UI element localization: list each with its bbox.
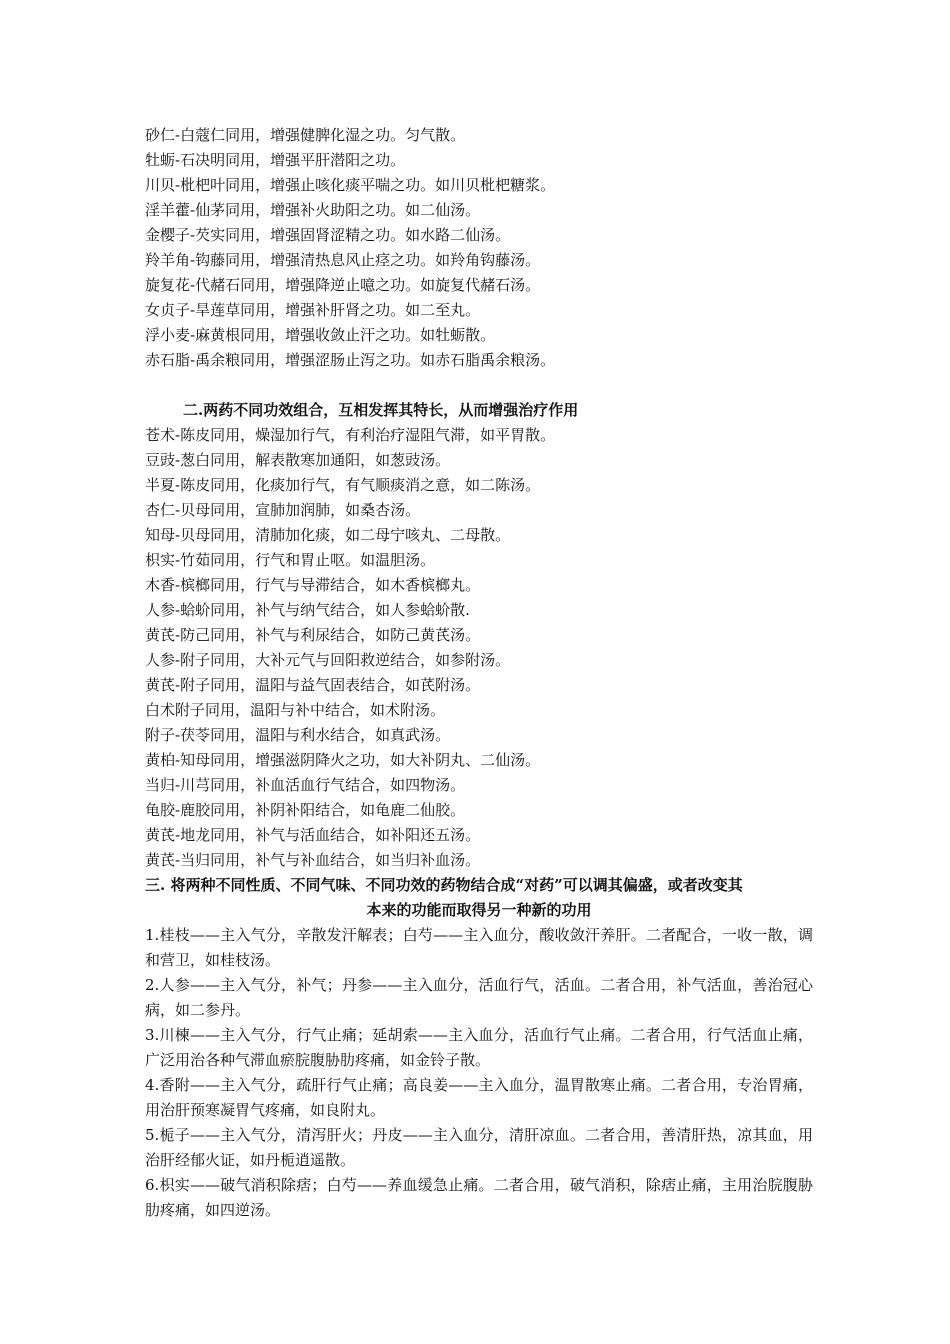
list-item: 附子-茯苓同用，温阳与利水结合，如真武汤。: [145, 726, 451, 744]
spacer: [145, 373, 813, 398]
list-item: 女贞子-旱莲草同用，增强补肝肾之功。如二至丸。: [145, 301, 481, 319]
list-item: 砂仁-白蔻仁同用，增强健脾化湿之功。匀气散。: [145, 126, 466, 144]
section3-heading-line2: 本来的功能而取得另一种新的功用: [366, 901, 592, 919]
list-item: 3.川楝——主入气分，行气止痛；延胡索——主入血分，活血行气止痛。二者合用，行气活血止痛，广泛用治各种气滞血瘀脘腹胁肋疼痛，如金铃子散。: [145, 1026, 813, 1069]
list-item: 6.枳实——破气消积除痞；白芍——养血缓急止痛。二者合用，破气消积，除痞止痛，主用治脘腹胁肋疼痛，如四逆汤。: [145, 1176, 813, 1219]
list-item: 羚羊角-钩藤同用，增强清热息风止痉之功。如羚角钩藤汤。: [145, 251, 541, 269]
list-item: 黄芪-附子同用，温阳与益气固表结合，如芪附汤。: [145, 676, 481, 694]
section3-heading: [145, 873, 813, 923]
list-item: 豆豉-葱白同用，解表散寒加通阳，如葱豉汤。: [145, 451, 451, 469]
list-item: 赤石脂-禹余粮同用，增强涩肠止泻之功。如赤石脂禹余粮汤。: [145, 351, 556, 369]
list-item: 川贝-枇杷叶同用，增强止咳化痰平喘之功。如川贝枇杷糖浆。: [145, 176, 556, 194]
list-item: 黄芪-地龙同用，补气与活血结合，如补阳还五汤。: [145, 826, 481, 844]
list-item: 木香-槟榔同用，行气与导滞结合，如木香槟榔丸。: [145, 576, 481, 594]
list-item: 白术附子同用，温阳与补中结合，如术附汤。: [145, 701, 446, 719]
section3-heading-line1: 三. 将两种不同性质、不同气味、不同功效的药物结合成“对药”可以调其偏盛，或者改变其: [145, 876, 743, 894]
list-item: 人参-蛤蚧同用，补气与纳气结合，如人参蛤蚧散.: [145, 601, 470, 619]
list-item: 枳实-竹茹同用，行气和胃止呕。如温胆汤。: [145, 551, 436, 569]
list-item: 金樱子-芡实同用，增强固肾涩精之功。如水路二仙汤。: [145, 226, 511, 244]
list-item: 黄芪-当归同用，补气与补血结合，如当归补血汤。: [145, 851, 481, 869]
list-item: 当归-川芎同用，补血活血行气结合，如四物汤。: [145, 776, 466, 794]
list-item: 半夏-陈皮同用，化痰加行气，有气顺痰消之意，如二陈汤。: [145, 476, 541, 494]
list-item: 淫羊藿-仙茅同用，增强补火助阳之功。如二仙汤。: [145, 201, 481, 219]
list-item: 牡蛎-石决明同用，增强平肝潜阳之功。: [145, 151, 406, 169]
document-body: [145, 123, 813, 1223]
list-item: 苍术-陈皮同用，燥湿加行气，有利治疗湿阻气滞，如平胃散。: [145, 426, 556, 444]
list-item: 知母-贝母同用，清肺加化痰，如二母宁咳丸、二母散。: [145, 526, 511, 544]
section2-list: [145, 423, 813, 873]
section2-heading: 二.两药不同功效组合，互相发挥其特长，从而增强治疗作用: [183, 401, 579, 419]
list-item: 5.栀子——主入气分，清泻肝火；丹皮——主入血分，清肝凉血。二者合用，善清肝热，凉其血，用治肝经郁火证，如丹栀逍遥散。: [145, 1126, 813, 1169]
section1-list: [145, 123, 813, 373]
list-item: 黄芪-防己同用，补气与利尿结合，如防己黄芪汤。: [145, 626, 481, 644]
section3-list: [145, 923, 813, 1223]
list-item: 人参-附子同用，大补元气与回阳救逆结合，如参附汤。: [145, 651, 511, 669]
list-item: 2.人参——主入气分，补气；丹参——主入血分，活血行气，活血。二者合用，补气活血，善治冠心病，如二参丹。: [145, 976, 813, 1019]
list-item: 杏仁-贝母同用，宣肺加润肺，如桑杏汤。: [145, 501, 421, 519]
list-item: 龟胶-鹿胶同用，补阴补阳结合，如龟鹿二仙胶。: [145, 801, 466, 819]
list-item: 旋复花-代赭石同用，增强降逆止噫之功。如旋复代赭石汤。: [145, 276, 541, 294]
list-item: 1.桂枝——主入气分，辛散发汗解表；白芍——主入血分，酸收敛汗养肝。二者配合，一收一散，调和营卫，如桂枝汤。: [145, 926, 813, 969]
list-item: 浮小麦-麻黄根同用，增强收敛止汗之功。如牡蛎散。: [145, 326, 496, 344]
list-item: 4.香附——主入气分，疏肝行气止痛；高良姜——主入血分，温胃散寒止痛。二者合用，专治胃痛，用治肝预寒凝胃气疼痛，如良附丸。: [145, 1076, 813, 1119]
list-item: 黄柏-知母同用，增强滋阴降火之功，如大补阴丸、二仙汤。: [145, 751, 541, 769]
